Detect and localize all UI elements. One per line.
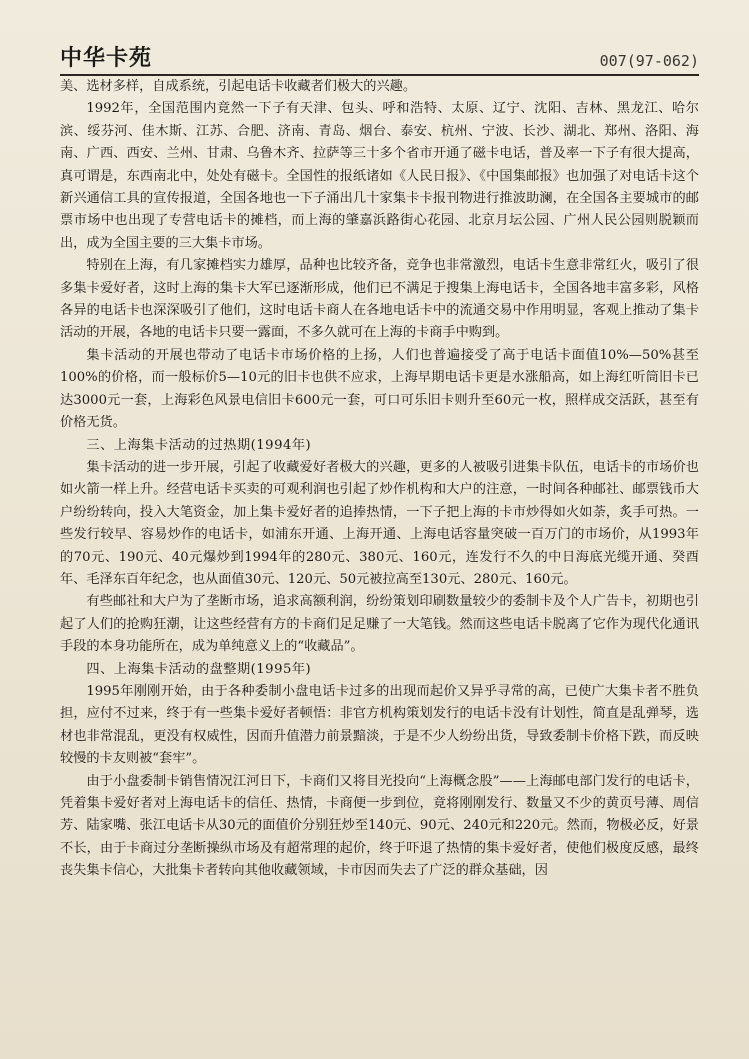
magazine-title: 中华卡苑 — [60, 46, 153, 71]
paragraph: 由于小盘委制卡销售情况江河日下，卡商们又将目光投向“上海概念股”——上海邮电部门发行的电话卡，凭着集卡爱好者对上海电话卡的信任、热情，卡商便一步到位，竟将刚刚发行、数量又不少的黄页号薄、周信芳、陆家嘴、张江电话卡从30元的面值价分别狂炒至140元、90元、240元和220元。然而，物极必反，好景不长，由于卡商过分垄断操纵市场及有超常理的起价，终于吓退了热情的集卡爱好者，使他们极度反感，最终丧失集卡信心，大批集卡者转向其他收藏领域，卡市因而失去了广泛的群众基础，因 — [60, 773, 699, 879]
paragraph: 1992年，全国范围内竟然一下子有天津、包头、呼和浩特、太原、辽宁、沈阳、吉林、黑龙江、哈尔滨、绥芬河、佳木斯、江苏、合肥、济南、青岛、烟台、泰安、杭州、宁波、长沙、湖北、郑州、洛阳、海南、广西、西安、兰州、甘肃、乌鲁木齐、拉萨等三十多个省市开通了磁卡电话，普及率一下子有很大提高，真可谓是，东西南北中，处处有磁卡。全国性的报纸诸如《人民日报》、《中国集邮报》也加强了对电话卡这个新兴通信工具的宣传报道，全国各地也一下子涌出几十家集卡卡报刊物进行推波助澜，在全国各主要城市的邮票市场中也出现了专营电话卡的摊档，而上海的肇嘉浜路街心花园、北京月坛公园、广州人民公园则脱颖而出，成为全国主要的三大集卡市场。 — [60, 101, 699, 251]
page-code: 007(97-062) — [599, 52, 699, 70]
paragraph: 有些邮社和大户为了垄断市场，追求高额利润，纷纷策划印刷数量较少的委制卡及个人广告卡，初期也引起了人们的抢购狂潮，让这些经营有方的卡商们足足赚了一大笔钱。然而这些电话卡脱离了它作为现代化通讯手段的本身功能所在，成为单纯意义上的“收藏品”。 — [60, 594, 699, 655]
paragraph: 集卡活动的进一步开展，引起了收藏爱好者极大的兴趣，更多的人被吸引进集卡队伍，电话卡的市场价也如火箭一样上升。经营电话卡买卖的可观利润也引起了炒作机构和大户的注意，一时间各种邮社、邮票钱币大户纷纷转向，投入大笔资金，加上集卡爱好者的追捧热情，一下子把上海的卡市炒得如火如荼，炙手可热。一些发行较早、容易炒作的电话卡，如浦东开通、上海开通、上海电话容量突破一百万门的市场价，从1993年的70元、190元、40元爆炒到1994年的280元、380元、160元，连发行不久的中日海底光缆开通、癸酉年、毛泽东百年纪念，也从面值30元、120元、50元被拉高至130元、280元、160元。 — [60, 459, 699, 587]
article-body — [60, 76, 699, 1039]
paragraph: 集卡活动的开展也带动了电话卡市场价格的上扬，人们也普遍接受了高于电话卡面值10%—50%甚至100%的价格，而一般标价5—10元的旧卡也供不应求，上海早期电话卡更是水涨船高，如上海红听筒旧卡已达3000元一套，上海彩色风景电信旧卡600元一套，可口可乐旧卡则升至60元一枚，照样成交活跃，甚至有价格无货。 — [60, 347, 699, 431]
section-heading: 四、上海集卡活动的盘整期(1995年) — [86, 661, 312, 677]
paragraph-continuation: 美、选材多样，自成系统，引起电话卡收藏者们极大的兴趣。 — [60, 79, 417, 94]
paragraph: 特别在上海，有几家摊档实力雄厚，品种也比较齐备，竞争也非常激烈，电话卡生意非常红火，吸引了很多集卡爱好者，这时上海的集卡大军已逐渐形成，他们已不满足于搜集上海电话卡，全国各地丰富多彩，风格各异的电话卡也深深吸引了他们，这时电话卡商人在各地电话卡中的流通交易中作用明显，客观上推动了集卡活动的开展，各地的电话卡只要一露面，不多久就可在上海的卡商手中购到。 — [60, 258, 699, 341]
paragraph: 1995年刚刚开始，由于各种委制小盘电话卡过多的出现而起价又异乎寻常的高，已使广大集卡者不胜负担，应付不过来，终于有一些集卡爱好者顿悟：非官方机构策划发行的电话卡没有计划性，简直是乱弹琴，选材也非常混乱，更没有权威性，因而升值潜力前景黯淡，于是不少人纷纷出货，导致委制卡价格下跌，而反映较慢的卡友则被“套牢”。 — [60, 683, 699, 767]
page-header — [60, 40, 699, 76]
section-heading: 三、上海集卡活动的过热期(1994年) — [86, 437, 312, 453]
